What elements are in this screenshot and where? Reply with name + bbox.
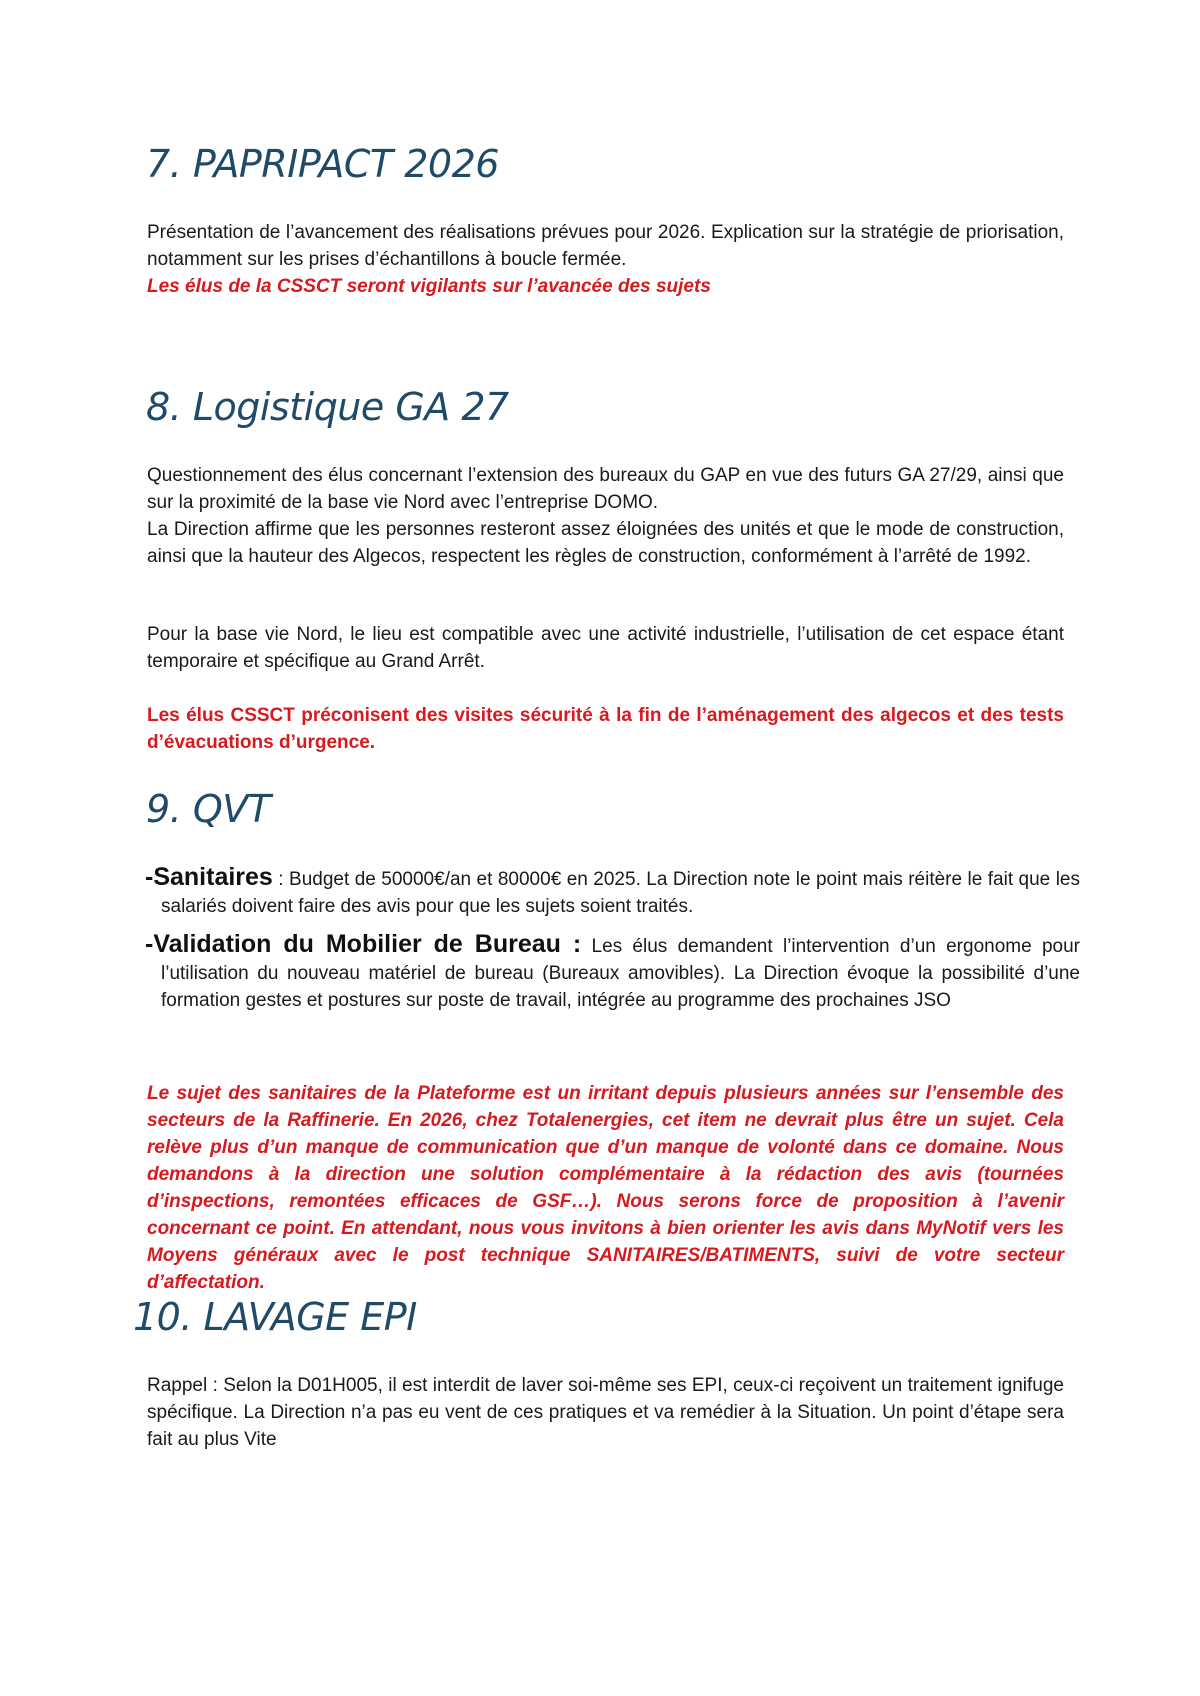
bullet-mobilier xyxy=(145,931,1080,1014)
section-8-note: Les élus CSSCT préconisent des visites sécurité à la fin de l’aménagement des algecos et des tests d’évacuations d’urgence. xyxy=(147,705,1064,753)
bullet-sanitaires-term: -Sanitaires xyxy=(145,863,273,891)
section-8-paragraph-3: Pour la base vie Nord, le lieu est compatible avec une activité industrielle, l’utilisation de cet espace étant temporaire et spécifique au Grand Arrêt. xyxy=(147,624,1064,672)
section-7-note: Les élus de la CSSCT seront vigilants sur l’avancée des sujets xyxy=(147,276,711,297)
section-7-paragraph: Présentation de l’avancement des réalisations prévues pour 2026. Explication sur la stratégie de priorisation, notamment sur les prises d’échantillons à boucle fermée. xyxy=(147,222,1064,270)
section-8-paragraph-2: La Direction affirme que les personnes resteront assez éloignées des unités et que le mode de construction, ainsi que la hauteur des Algecos, respectent les règles de construction, conformément à l’arrêté de 1992. xyxy=(147,519,1064,567)
section-8-paragraph-1: Questionnement des élus concernant l’extension des bureaux du GAP en vue des futurs GA 27/29, ainsi que sur la proximité de la base vie Nord avec l’entreprise DOMO. xyxy=(147,465,1064,513)
bullet-sanitaires-text: : Budget de 50000€/an et 80000€ en 2025. La Direction note le point mais réitère le fait que les salariés doivent faire des avis pour que les sujets soient traités. xyxy=(161,869,1080,917)
bullet-sanitaires xyxy=(145,864,1080,920)
section-9-note: Le sujet des sanitaires de la Plateforme est un irritant depuis plusieurs années sur l’ensemble des secteurs de la Raffinerie. En 2026, chez Totalenergies, cet item ne devrait plus être un sujet. Cela relève plus d’un manque de communication que d’un manque de volonté dans ce domaine. Nous demandons à la direction une solution complémentaire à la rédaction des avis (tournées d’inspections, remontées efficaces de GSF…). Nous serons force de proposition à l’avenir concernant ce point. En attendant, nous vous invitons à bien orienter les avis dans MyNotif vers les Moyens généraux avec le post technique SANITAIRES/BATIMENTS, suivi de votre secteur d’affectation. xyxy=(147,1083,1064,1293)
section-7-heading: 7. PAPRIPACT 2026 xyxy=(146,142,499,186)
bullet-mobilier-term: -Validation du Mobilier de Bureau : xyxy=(145,930,582,958)
section-10-heading: 10. LAVAGE EPI xyxy=(133,1295,417,1339)
bullet-mobilier-text: Les élus demandent l’intervention d’un ergonome pour l’utilisation du nouveau matériel de bureau (Bureaux amovibles). La Direction évoque la possibilité d’une formation gestes et postures sur poste de travail, intégrée au programme des prochaines JSO xyxy=(161,936,1080,1011)
section-9-heading: 9. QVT xyxy=(146,787,271,831)
section-8-heading: 8. Logistique GA 27 xyxy=(146,385,509,429)
section-10-paragraph: Rappel : Selon la D01H005, il est interdit de laver soi-même ses EPI, ceux-ci reçoivent un traitement ignifuge spécifique. La Direction n’a pas eu vent de ces pratiques et va remédier à la Situation. Un point d’étape sera fait au plus Vite xyxy=(147,1375,1064,1450)
